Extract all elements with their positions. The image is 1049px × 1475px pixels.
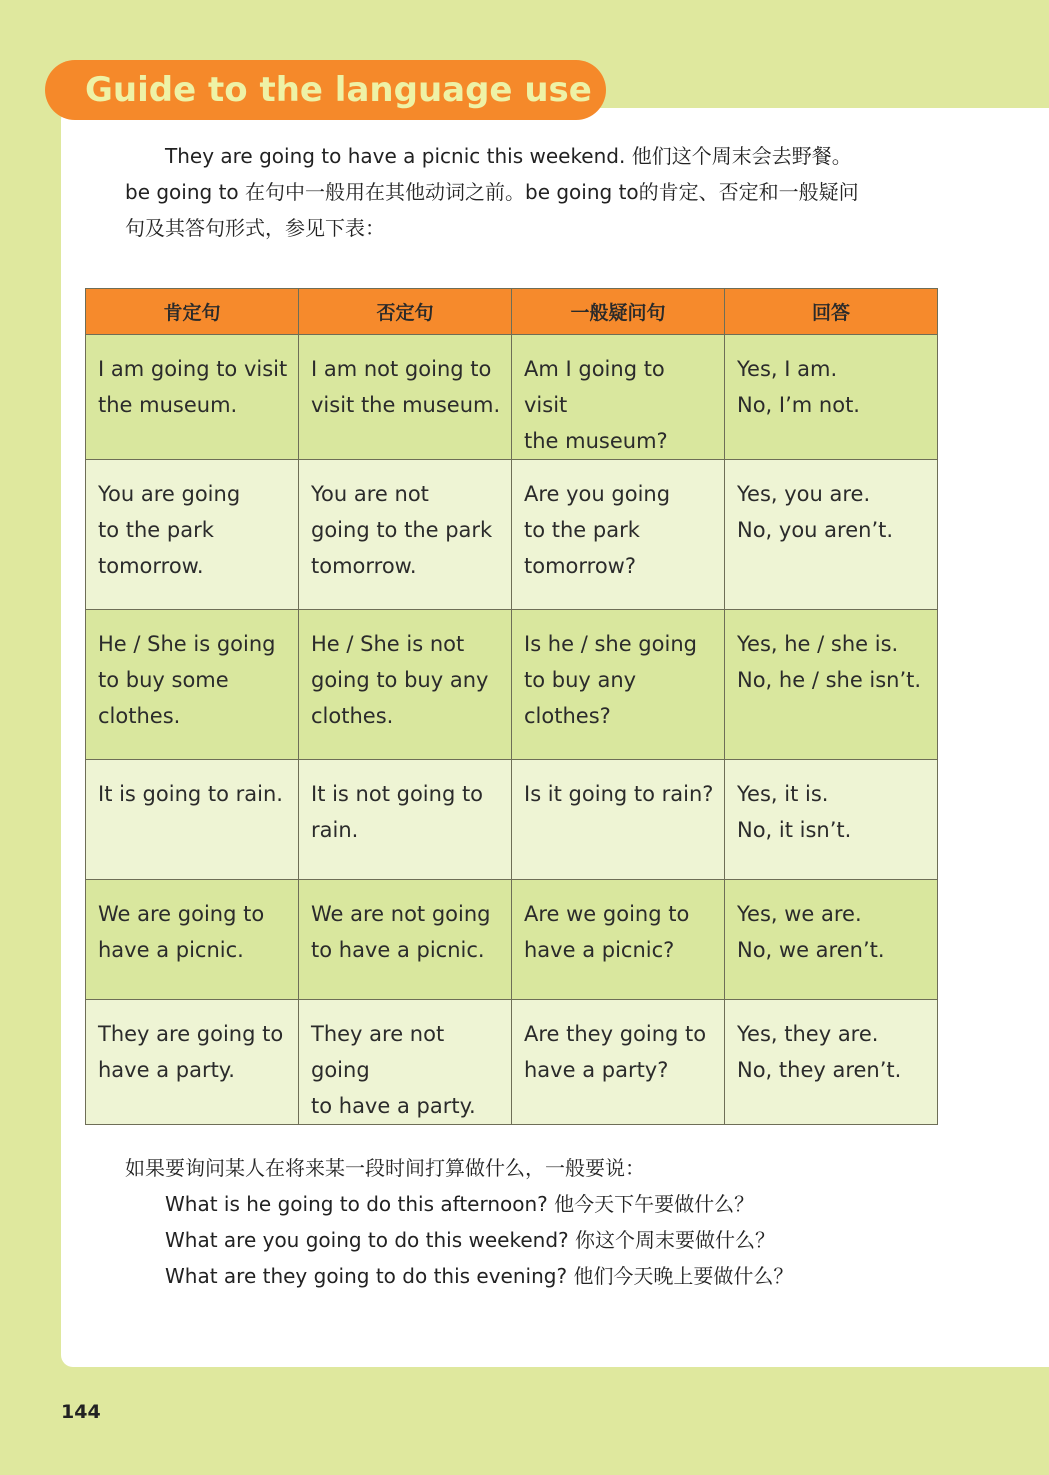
cell-question: Am I going to visit the museum? xyxy=(512,335,725,460)
intro-line-2: be going to 在句中一般用在其他动词之前。be going to的肯定、否定和一般疑问 xyxy=(125,180,859,204)
example-sentence-1: What is he going to do this afternoon? 他今天下午要做什么？ xyxy=(165,1192,755,1216)
cell-answer: Yes, we are. No, we aren’t. xyxy=(725,880,938,1000)
table-row xyxy=(86,1000,938,1125)
header-negative: 否定句 xyxy=(299,289,512,335)
intro-line-3: 句及其答句形式，参见下表： xyxy=(125,216,385,240)
cell-negative: He / She is not going to buy any clothes. xyxy=(299,610,512,760)
table-row xyxy=(86,460,938,610)
example-sentence-3: What are they going to do this evening? 他们今天晚上要做什么？ xyxy=(165,1264,794,1288)
cell-affirmative: He / She is going to buy some clothes. xyxy=(86,610,299,760)
outro-lead: 如果要询问某人在将来某一段时间打算做什么，一般要说： xyxy=(125,1156,645,1180)
table-row xyxy=(86,880,938,1000)
cell-negative: It is not going to rain. xyxy=(299,760,512,880)
cell-affirmative: You are going to the park tomorrow. xyxy=(86,460,299,610)
cell-negative: We are not going to have a picnic. xyxy=(299,880,512,1000)
cell-answer: Yes, you are. No, you aren’t. xyxy=(725,460,938,610)
cell-question: Are you going to the park tomorrow? xyxy=(512,460,725,610)
cell-affirmative: It is going to rain. xyxy=(86,760,299,880)
header-question: 一般疑问句 xyxy=(512,289,725,335)
cell-affirmative: I am going to visit the museum. xyxy=(86,335,299,460)
grammar-table xyxy=(85,288,938,1125)
table-row xyxy=(86,610,938,760)
intro-paragraph xyxy=(125,138,945,246)
outro-paragraph xyxy=(125,1150,945,1294)
cell-question: Is he / she going to buy any clothes? xyxy=(512,610,725,760)
cell-answer: Yes, I am. No, I’m not. xyxy=(725,335,938,460)
cell-question: Are they going to have a party? xyxy=(512,1000,725,1125)
table-header-row xyxy=(86,289,938,335)
page-number: 144 xyxy=(61,1401,101,1423)
cell-affirmative: We are going to have a picnic. xyxy=(86,880,299,1000)
header-answer: 回答 xyxy=(725,289,938,335)
cell-question: Are we going to have a picnic? xyxy=(512,880,725,1000)
cell-negative: They are not going to have a party. xyxy=(299,1000,512,1125)
cell-answer: Yes, it is. No, it isn’t. xyxy=(725,760,938,880)
cell-affirmative: They are going to have a party. xyxy=(86,1000,299,1125)
table-row xyxy=(86,760,938,880)
cell-answer: Yes, they are. No, they aren’t. xyxy=(725,1000,938,1125)
table-row xyxy=(86,335,938,460)
title-banner xyxy=(45,60,606,120)
cell-negative: You are not going to the park tomorrow. xyxy=(299,460,512,610)
cell-negative: I am not going to visit the museum. xyxy=(299,335,512,460)
example-sentence-2: What are you going to do this weekend? 你这个周末要做什么？ xyxy=(165,1228,775,1252)
intro-line-1: They are going to have a picnic this weekend. 他们这个周末会去野餐。 xyxy=(165,144,852,168)
header-affirmative: 肯定句 xyxy=(86,289,299,335)
cell-question: Is it going to rain? xyxy=(512,760,725,880)
cell-answer: Yes, he / she is. No, he / she isn’t. xyxy=(725,610,938,760)
page-title: Guide to the language use xyxy=(85,70,592,110)
